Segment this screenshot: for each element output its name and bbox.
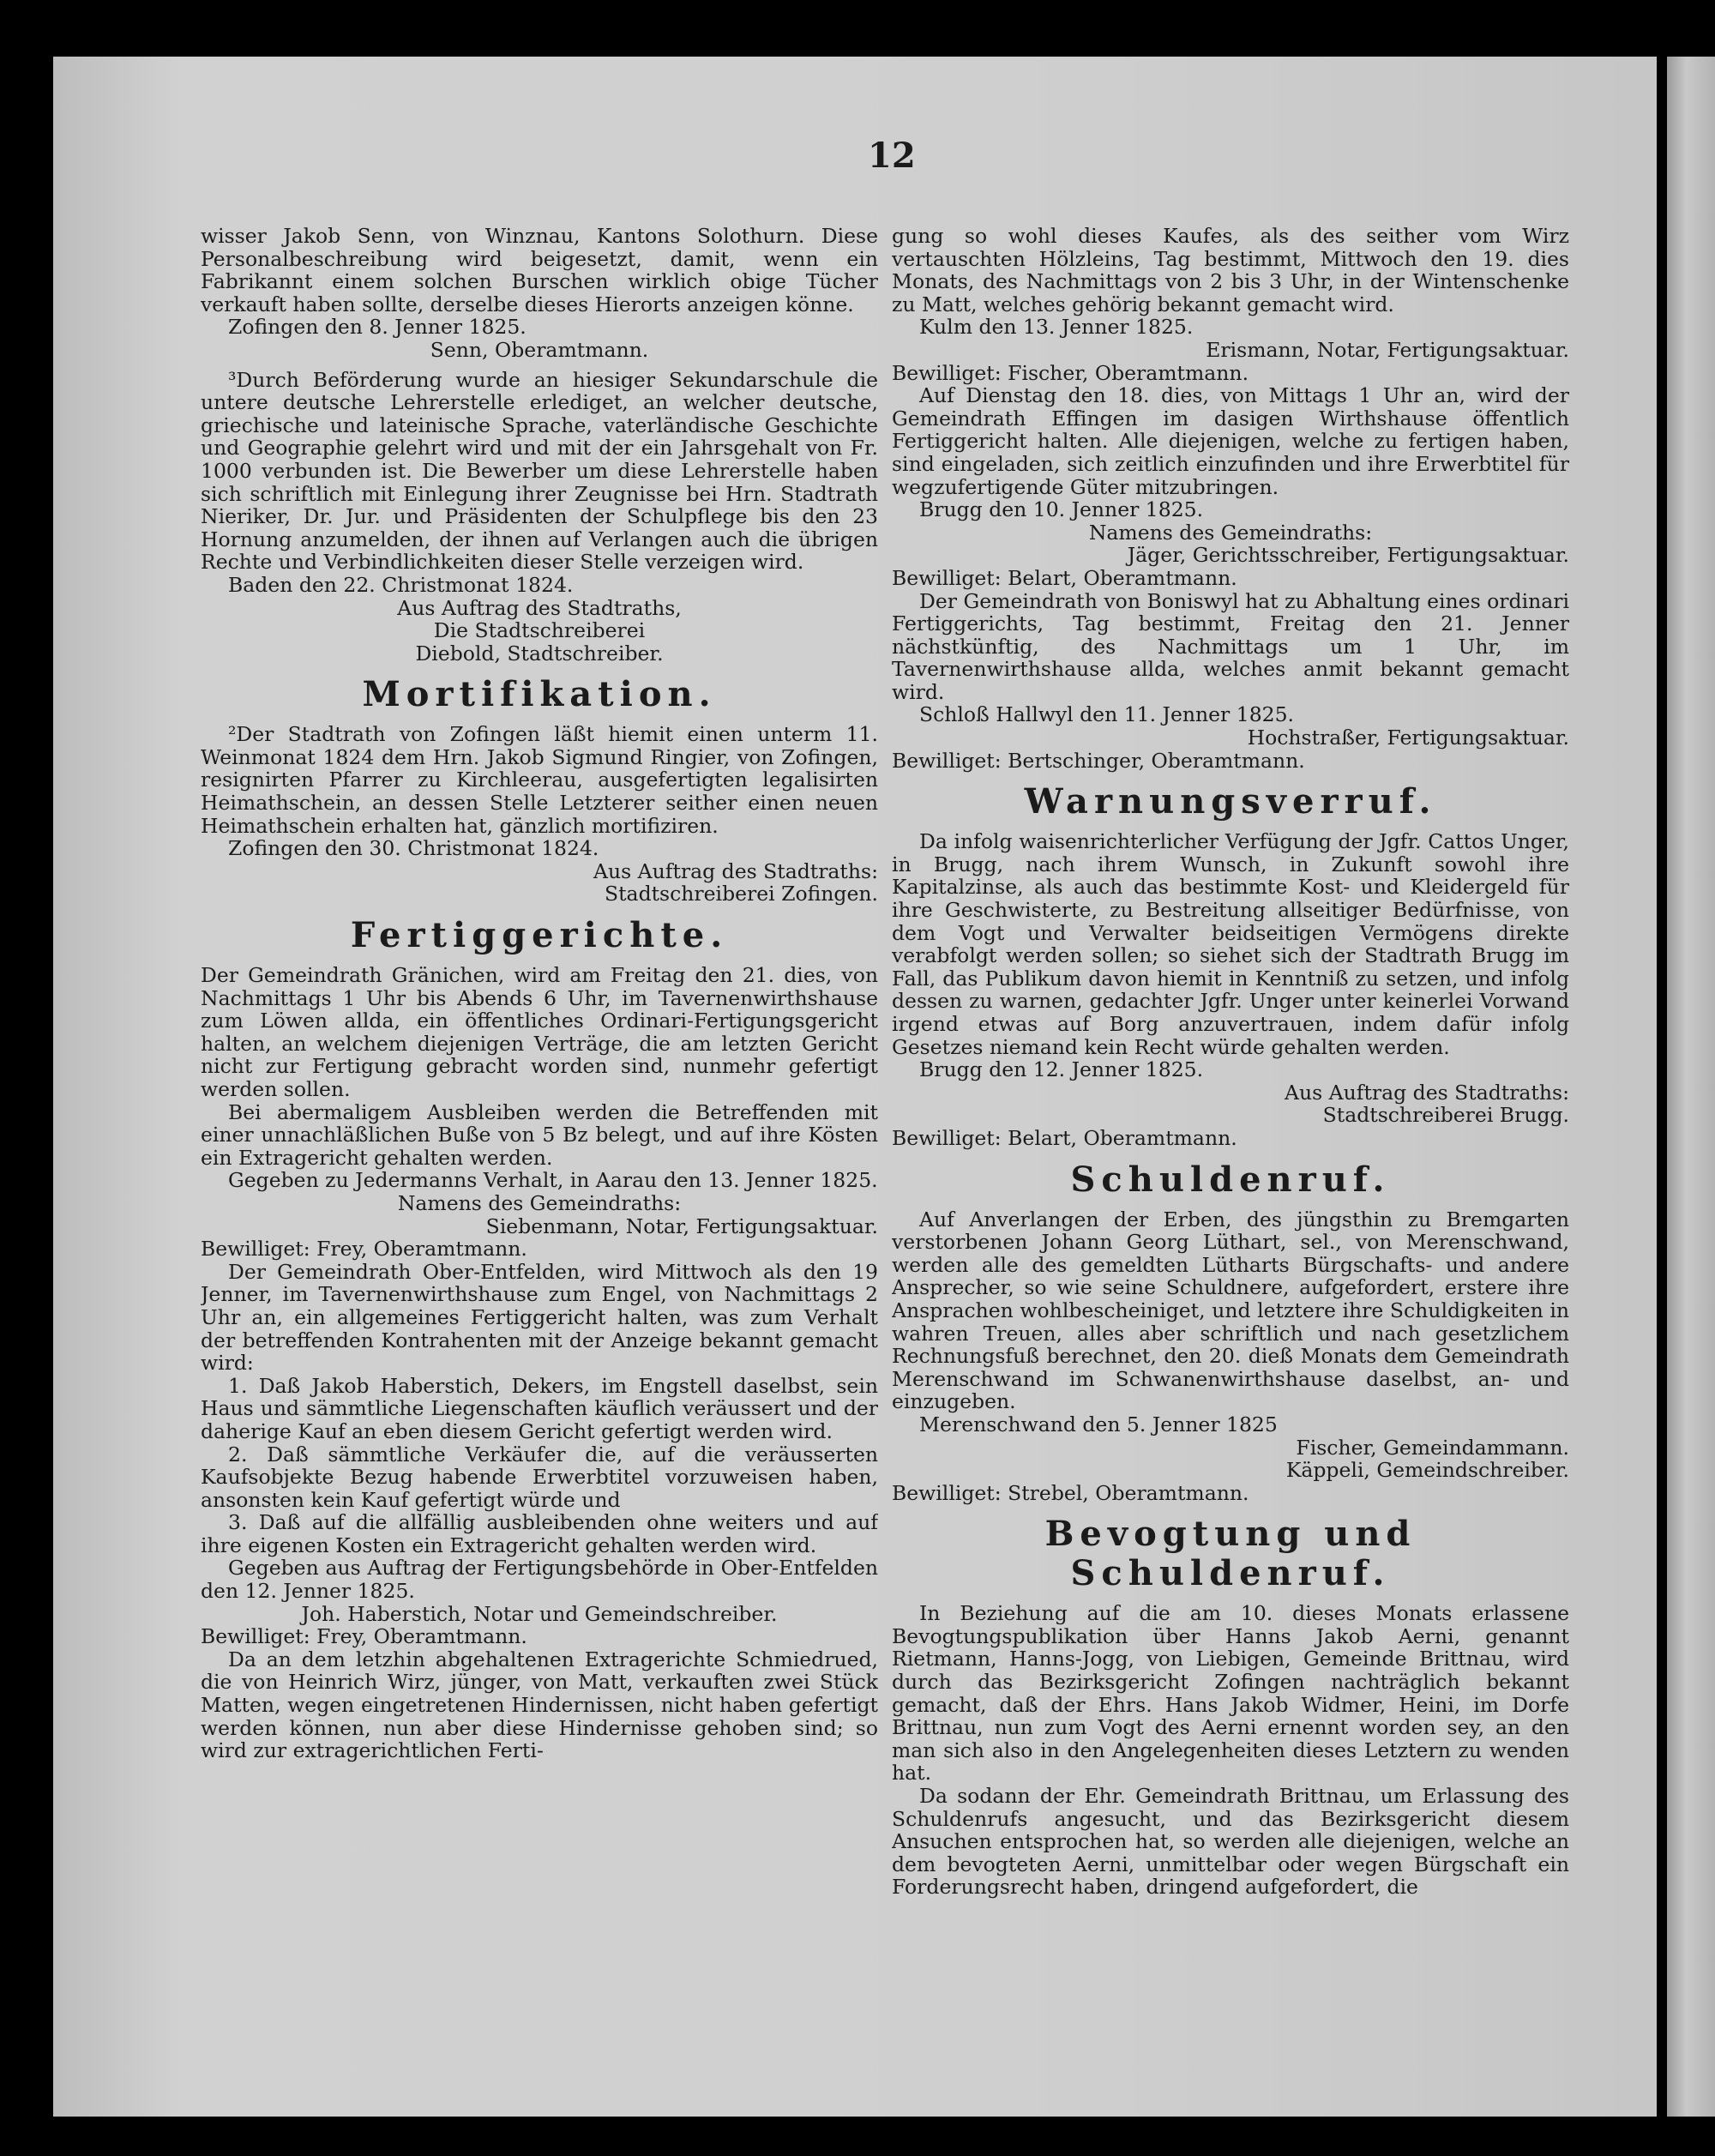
notice-senn-date: Zofingen den 8. Jenner 1825. (228, 315, 527, 340)
notice-oberentfelden-approval: Bewilliget: Frey, Oberamtmann. (201, 1624, 527, 1649)
notice-senn-signature: Senn, Oberamtmann. (430, 337, 649, 362)
notice-lehrerstelle-date: Baden den 22. Christmonat 1824. (228, 572, 574, 597)
notice-warnung-sign2: Stadtschreiberei Brugg. (1322, 1103, 1569, 1128)
notice-lehrerstelle-sign3: Diebold, Stadtschreiber. (415, 641, 664, 665)
notice-warnung-sign1: Aus Auftrag des Stadtraths: (1285, 1080, 1569, 1105)
notice-graenichen: Der Gemeindrath Gränichen, wird am Freitag den 21. dies, von Nachmittags 1 Uhr bis Abends 6 Uhr, im Tavernenwirthshause zum Löwen allda, ein öffentliches Ordinari-Fertigungsgericht halten, an welchem diejenigen Verträge, die am letzten Gericht nicht zur Fertigung gebracht worden sind, nunmehr gefertigt werden sollen. (201, 963, 878, 1101)
notice-matt-date: Kulm den 13. Jenner 1825. (919, 315, 1194, 340)
notice-schuldenruf-sign1: Fischer, Gemeindammann. (1296, 1435, 1569, 1460)
notice-schuldenruf-sign2: Käppeli, Gemeindschreiber. (1285, 1458, 1569, 1483)
notice-matt-approval: Bewilliget: Fischer, Oberamtmann. (892, 360, 1249, 385)
notice-bevogtung: In Beziehung auf die am 10. dieses Monats erlassene Bevogtungspublikation über Hanns Jakob Aerni, genannt Rietmann, Hanns-Jogg, von Liebigen, Gemeinde Brittnau, wird durch das Bezirksgericht Zofingen nachträglich bekannt gemacht, daß der Ehrs. Hans Jakob Widmer, Heini, im Dorfe Brittnau, nun zum Vogt des Aerni ernennt worden sey, an den man sich also in den Angelegenheiten dieses Letztern zu wenden hat. (892, 1601, 1569, 1786)
notice-graenichen-sign1: Namens des Gemeindraths: (397, 1190, 682, 1215)
notice-schmiedrued: Da an dem letzhin abgehaltenen Extragerichte Schmiedrued, die von Heinrich Wirz, jünger, von Matt, verkauften zwei Stück Matten, wegen eingetretenen Hindernissen, nicht haben gefertigt werden können, nun aber diese Hindernisse gehoben sind; so wird zur extragerichtlichen Ferti- (201, 1647, 878, 1763)
heading-mortifikation: Mortifikation. (362, 674, 717, 715)
notice-graenichen-busse: Bei abermaligem Ausbleiben werden die Betreffenden mit einer unnachläßlichen Buße von 5 Bz belegt, und auf ihre Kösten ein Extragericht gehalten werden. (201, 1099, 878, 1170)
notice-effingen-approval: Bewilliget: Belart, Oberamtmann. (892, 565, 1237, 590)
notice-warnung: Da infolg waisenrichterlicher Verfügung der Jgfr. Cattos Unger, in Brugg, nach ihrem Wunsch, in Zukunft sowohl ihre Kapitalzinse, als auch das bestimmte Kost- und Kleidergeld für ihre Geschwisterte, zu Bestreitung allseitiger Bedürfnisse, von dem Vogt und Verwalter beidseitigen Vermögens direkte verabfolgt werden sollen; so siehet sich der Stadtrath Brugg im Fall, das Publikum davon hiemit in Kenntniß zu setzen, und infolg dessen zu warnen, gedachter Jgfr. Unger unter keinerlei Vorwand irgend etwas auf Borg anzuvertrauen, indem dafür infolg Gesetzes niemand kein Recht würde gehalten werden. (892, 829, 1569, 1059)
notice-effingen-sign2: Jäger, Gerichtsschreiber, Fertigungsaktuar. (1127, 543, 1569, 568)
notice-schuldenruf-date: Merenschwand den 5. Jenner 1825 (919, 1412, 1278, 1436)
notice-boniswyl-approval: Bewilliget: Bertschinger, Oberamtmann. (892, 748, 1305, 773)
notice-mortifikation: ²Der Stadtrath von Zofingen läßt hiemit einen unterm 11. Weinmonat 1824 dem Hrn. Jakob Sigmund Ringier, von Zofingen, resignirten Pfarrer zu Kirchleerau, ausgefertigten legalisirten Heimathschein, an dessen Stelle Letzterer seither einen neuen Heimathschein erhalten hat, gänzlich mortifiziren. (201, 722, 878, 838)
notice-effingen-sign1: Namens des Gemeindraths: (1088, 520, 1373, 545)
notice-bevogtung-brittnau: Da sodann der Ehr. Gemeindrath Brittnau, um Erlassung des Schuldenrufs angesucht, und das Bezirksgericht diesem Ansuchen entsprochen hat, so werden alle diejenigen, welche an dem bevogteten Aerni, unmittelbar oder wegen Bürgschaft ein Forderungsrecht haben, dringend aufgefordert, die (892, 1784, 1569, 1900)
heading-bevogtung: Bevogtung und Schuldenruf. (1044, 1514, 1417, 1594)
newspaper-page (53, 57, 1657, 2117)
notice-boniswyl-sign: Hochstraßer, Fertigungsaktuar. (1247, 726, 1569, 750)
notice-lehrerstelle: ³Durch Beförderung wurde an hiesiger Sekundarschule die untere deutsche Lehrerstelle erlediget, an welcher deutsche, griechische und lateinische Sprache, vaterländische Geschichte und Geographie gelehrt wird und mit der ein Jahrsgehalt von Fr. 1000 verbunden ist. Die Bewerber um diese Lehrerstelle haben sich schriftlich mit Einlegung ihrer Zeugnisse bei Hrn. Stadtrath Nieriker, Dr. Jur. und Präsidenten der Schulpflege bis den 23 Hornung anzumelden, der ihnen auf Verlangen auch die übrigen Rechte und Verbindlichkeiten dieser Stelle verzeigen wird. (201, 367, 878, 575)
heading-schuldenruf: Schuldenruf. (1070, 1159, 1391, 1200)
notice-mortifikation-date: Zofingen den 30. Christmonat 1824. (228, 836, 599, 861)
notice-matt: gung so wohl dieses Kaufes, als des seither vom Wirz vertauschten Hölzleins, Tag bestimmt, Mittwoch den 19. dies Monats, des Nachmittags von 2 bis 3 Uhr, in der Wintenschenke zu Matt, welches gehörig bekannt gemacht wird. (892, 225, 1569, 316)
notice-effingen-date: Brugg den 10. Jenner 1825. (919, 497, 1204, 522)
notice-lehrerstelle-sign2: Die Stadtschreiberei (433, 618, 646, 643)
notice-effingen: Auf Dienstag den 18. dies, von Mittags 1 Uhr an, wird der Gemeindrath Effingen im dasigen Wirthshause öffentlich Fertiggericht halten. Alle diejenigen, welche zu fertigen haben, sind eingeladen, sich zeitlich einzufinden und ihre Erwerbtitel für wegzufertigende Güter mitzubringen. (892, 383, 1569, 499)
notice-lehrerstelle-sign1: Aus Auftrag des Stadtraths, (397, 595, 682, 620)
page-number: 12 (868, 136, 916, 176)
notice-schuldenruf: Auf Anverlangen der Erben, des jüngsthin zu Bremgarten verstorbenen Johann Georg Lüthart, sel., von Merenschwand, werden alle des gemeldten Lütharts Bürgschafts- und andere Ansprecher, so wie seine Schuldnere, aufgefordert, erstere ihre Ansprachen wohlbescheiniget, und letztere ihre Schuldigkeiten in wahren Treuen, alles aber schriftlich und nach gesetzlichem Rechnungsfuß berechnet, den 20. dieß Monats dem Gemeindrath Merenschwand im Schwanenwirthshause daselbst, an- und einzugeben. (892, 1207, 1569, 1414)
notice-graenichen-approval: Bewilliget: Frey, Oberamtmann. (201, 1237, 527, 1262)
notice-oberentfelden-item3: 3. Daß auf die allfällig ausbleibenden ohne weiters und auf ihre eigenen Kosten ein Extragericht gehalten werden wird. (201, 1510, 878, 1557)
heading-warnungsverruf: Warnungsverruf. (1024, 781, 1437, 822)
notice-oberentfelden-given: Gegeben aus Auftrag der Fertigungsbehörde in Ober-Entfelden den 12. Jenner 1825. (201, 1556, 878, 1604)
notice-mortifikation-sign1: Aus Auftrag des Stadtraths: (593, 858, 878, 883)
notice-oberentfelden-item2: 2. Daß sämmtliche Verkäufer die, auf die veräusserten Kaufsobjekte Bezug habende Erwerbtitel vorzuweisen haben, ansonsten kein Kauf gefertigt würde und (201, 1442, 878, 1512)
adjacent-page-edge (1667, 57, 1715, 2117)
heading-fertiggerichte: Fertiggerichte. (350, 915, 729, 956)
notice-warnung-date: Brugg den 12. Jenner 1825. (919, 1057, 1204, 1082)
left-column (201, 225, 878, 2094)
notice-oberentfelden-sign: Joh. Haberstich, Notar und Gemeindschreiber. (301, 1601, 778, 1626)
notice-matt-sign: Erismann, Notar, Fertigungsaktuar. (1206, 337, 1569, 362)
notice-boniswyl-date: Schloß Hallwyl den 11. Jenner 1825. (919, 702, 1295, 727)
notice-senn: wisser Jakob Senn, von Winznau, Kantons Solothurn. Diese Personalbeschreibung wird beigesetzt, damit, wenn ein Fabrikannt einem solchen Burschen wirklich obige Tücher verkauft haben sollte, derselbe dieses Hierorts anzeigen könne. (201, 225, 878, 316)
right-column (892, 225, 1569, 2094)
notice-schuldenruf-approval: Bewilliget: Strebel, Oberamtmann. (892, 1480, 1249, 1505)
notice-oberentfelden-item1: 1. Daß Jakob Haberstich, Dekers, im Engstell daselbst, sein Haus und sämmtliche Liegenschaften käuflich veräussert und der daherige Kauf an eben diesem Gericht gefertigt werden wird. (201, 1373, 878, 1443)
notice-graenichen-given: Gegeben zu Jedermanns Verhalt, in Aarau den 13. Jenner 1825. (228, 1168, 878, 1193)
notice-mortifikation-sign2: Stadtschreiberei Zofingen. (605, 882, 878, 906)
notice-graenichen-sign2: Siebenmann, Notar, Fertigungsaktuar. (485, 1214, 878, 1238)
notice-warnung-approval: Bewilliget: Belart, Oberamtmann. (892, 1125, 1237, 1150)
notice-oberentfelden: Der Gemeindrath Ober-Entfelden, wird Mittwoch als den 19 Jenner, im Tavernenwirthshause zum Engel, von Nachmittags 2 Uhr an, ein allgemeines Fertiggericht halten, was zum Verhalt der betreffenden Kontrahenten mit der Anzeige bekannt gemacht wird: (201, 1259, 878, 1376)
notice-boniswyl: Der Gemeindrath von Boniswyl hat zu Abhaltung eines ordinari Fertiggerichts, Tag bestimmt, Freitag den 21. Jenner nächstkünftig, des Nachmittags um 1 Uhr, im Tavernenwirthshause allda, welches anmit bekannt gemacht wird. (892, 588, 1569, 704)
